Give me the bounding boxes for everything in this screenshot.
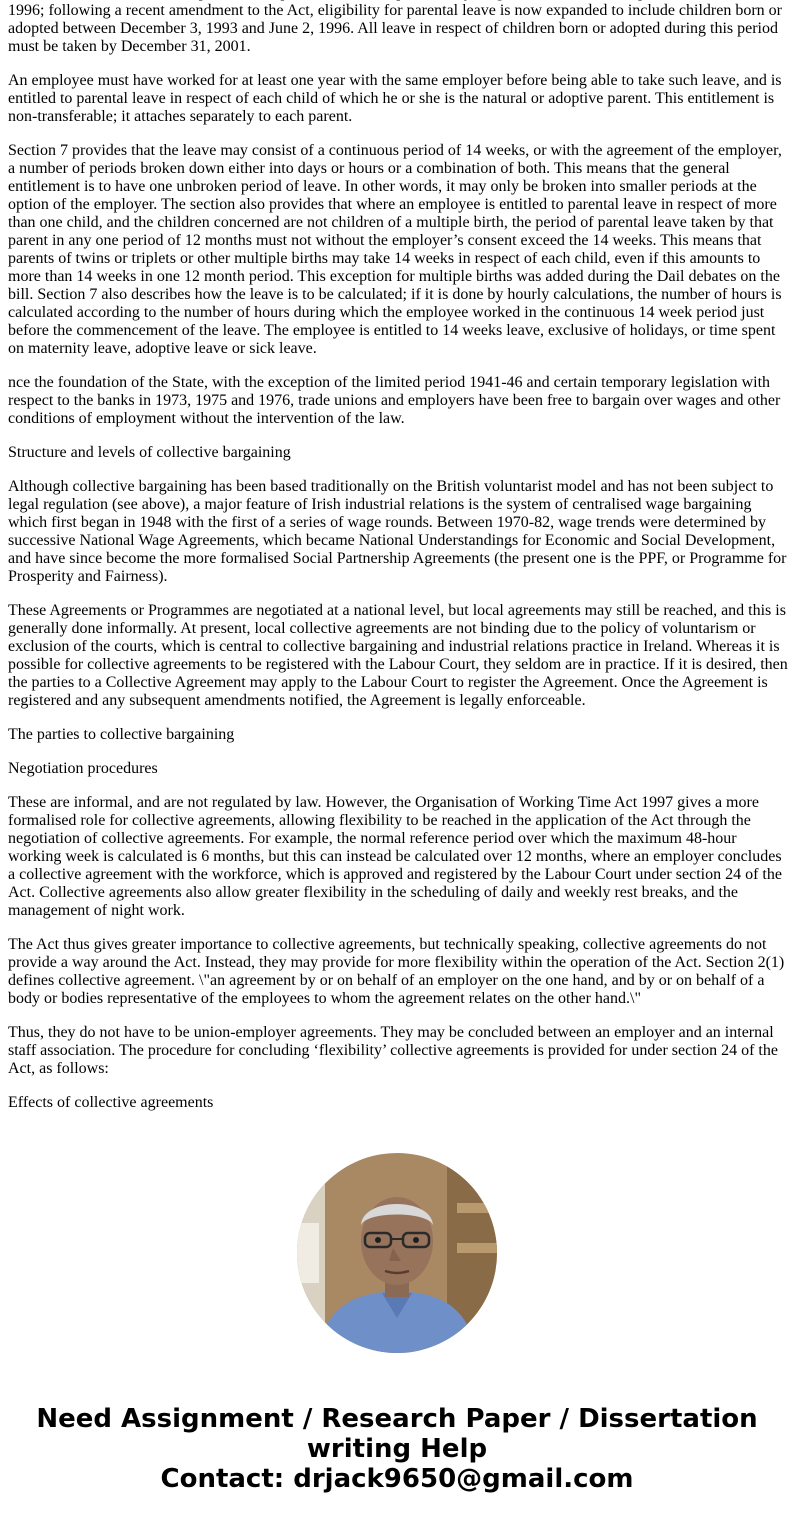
paragraph-working-time-act: These are informal, and are not regulated by law. However, the Organisation of Working Time Act 1997 gives a more formalised role for collective agreements, allowing flexibility to be reached in the application of the Act through the negotiation of collective agreements. For example, the normal reference period over which the maximum 48-hour working week is calculated is 6 months, but this can instead be calculated over 12 months, where an employer concludes a collective agreement with the workforce, which is approved and registered by the Labour Court under section 24 of the Act. Collective agreements also allow greater flexibility in the scheduling of daily and weekly rest breaks, and the management of night work. (8, 794, 782, 919)
paragraph-collective-bargaining-history: Although collective bargaining has been based traditionally on the British voluntarist model and has not been subject to legal regulation (see above), a major feature of Irish industrial relations is the system of centralised wage bargaining which first began in 1948 with the first of a series of wage rounds. Between 1970-82, wage trends were determined by successive National Wage Agreements, which became National Understandings for Economic and Social Development, and have since become the more formalised Social Partnership Agreements (the present one is the PPF, or Programme for Prosperity and Fairness). (8, 478, 787, 585)
promo-line-assignment: Need Assignment / Research Paper / Dissertation (36, 1404, 758, 1434)
paragraph-section-2-definition: The Act thus gives greater importance to collective agreements, but technically speaking, collective agreements do not provide a way around the Act. Instead, they may provide for more flexibility within the operation of the Act. Section 2(1) defines collective agreement. \"an agreement by or on behalf of an employer on the one hand, and by or on behalf of a body or bodies representative of the employees to whom the agreement relates on the other hand.\" (8, 936, 785, 1007)
heading-negotiation-procedures: Negotiation procedures (8, 760, 158, 777)
heading-structure-levels: Structure and levels of collective bargaining (8, 444, 291, 461)
heading-parties: The parties to collective bargaining (8, 726, 235, 743)
paragraph-section-7: Section 7 provides that the leave may consist of a continuous period of 14 weeks, or with the agreement of the employer, a number of periods broken down either into days or hours or a combination of both. This means that the general entitlement is to have one unbroken period of leave. In other words, it may only be broken into smaller periods at the option of the employer. The section also provides that where an employee is entitled to parental leave in respect of more than one child, and the children concerned are not children of a multiple birth, the period of parental leave taken by that parent in any one period of 12 months must not without the employer’s consent exceed the 14 weeks. This means that parents of twins or triplets or other multiple births may take 14 weeks in respect of each child, even if this amounts to more than 14 weeks in one 12 month period. This exception for multiple births was added during the Dail debates on the bill. Section 7 also describes how the leave is to be calculated; if it is done by hourly calculations, the number of hours is calculated according to the number of hours during which the employee worked in the continuous 14 week period just before the commencement of the leave. The employee is entitled to 14 weeks leave, exclusive of holidays, or time spent on maternity leave, adoptive leave or sick leave. (8, 142, 782, 357)
author-avatar (297, 1153, 497, 1353)
paragraph-parental-leave-intro: 1996; following a recent amendment to the Act, eligibility for parental leave is now expanded to include children born or adopted between December 3, 1993 and June 2, 1996. All leave in respect of children born or adopted during this period must be taken by December 31, 2001. (8, 2, 782, 55)
paragraph-union-employer: Thus, they do not have to be union-employer agreements. They may be concluded between an employer and an internal staff association. The procedure for concluding ‘flexibility’ collective agreements is provided for under section 24 of the Act, as follows: (8, 1024, 778, 1077)
paragraph-foundation-of-state: nce the foundation of the State, with the exception of the limited period 1941-46 and certain temporary legislation with respect to the banks in 1973, 1975 and 1976, trade unions and employers have been free to bargain over wages and other conditions of employment without the intervention of the law. (8, 374, 781, 427)
author-portrait-illustration (297, 1153, 497, 1353)
article-body (8, 0, 788, 1128)
promo-contact-email[interactable]: Contact: drjack9650@gmail.com (160, 1464, 634, 1494)
paragraph-eligibility: An employee must have worked for at least one year with the same employer before being able to take such leave, and is entitled to parental leave in respect of each child of which he or she is the natural or adoptive parent. This entitlement is non-transferable; it attaches separately to each parent. (8, 72, 782, 125)
promo-line-writing-help: writing Help (306, 1434, 488, 1464)
paragraph-agreements-programmes: These Agreements or Programmes are negotiated at a national level, but local agreements may still be reached, and this is generally done informally. At present, local collective agreements are not binding due to the policy of voluntarism or exclusion of the courts, which is central to collective bargaining and industrial relations practice in Ireland. Whereas it is possible for collective agreements to be registered with the Labour Court, they seldom are in practice. If it is desired, then the parties to a Collective Agreement may apply to the Labour Court to register the Agreement. Once the Agreement is registered and any subsequent amendments notified, the Agreement is legally enforceable. (8, 602, 788, 709)
promo-banner (0, 1404, 794, 1494)
heading-effects: Effects of collective agreements (8, 1094, 214, 1111)
